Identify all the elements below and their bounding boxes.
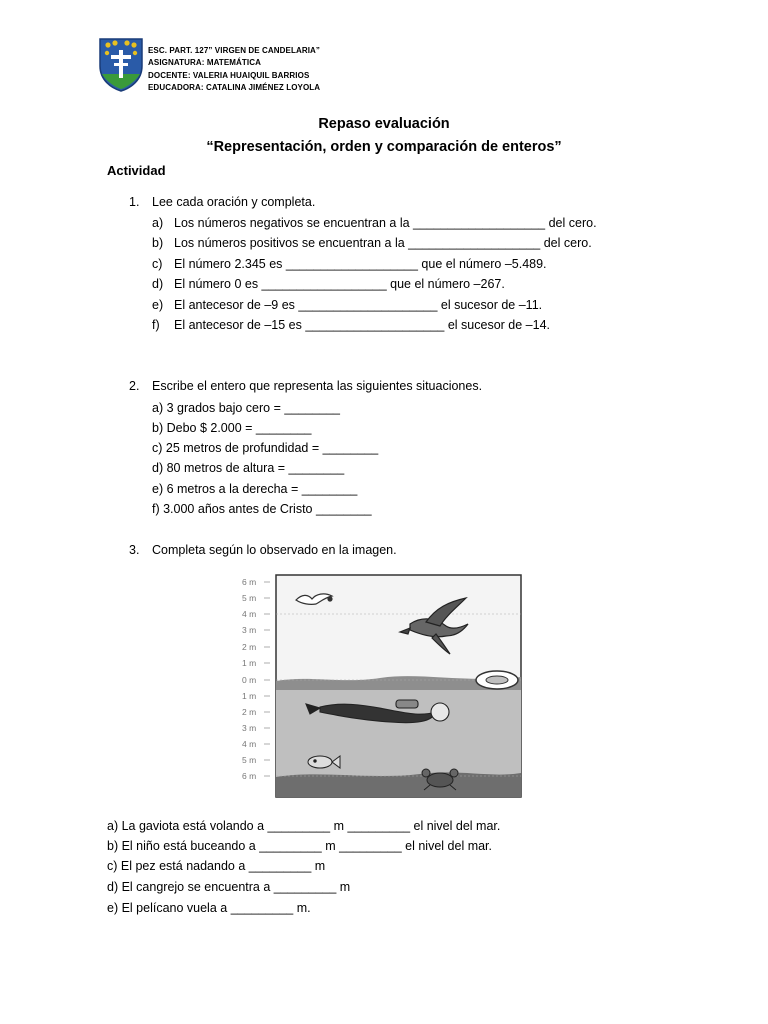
q1-number: 1. bbox=[129, 195, 140, 209]
q3-item-c: c) El pez está nadando a _________ m bbox=[107, 859, 326, 873]
scale-label: 2 m bbox=[242, 642, 257, 652]
q1-prompt: Lee cada oración y completa. bbox=[152, 195, 316, 209]
q2-item-a: a) 3 grados bajo cero = ________ bbox=[152, 401, 340, 415]
school-info bbox=[148, 45, 320, 95]
q2-number: 2. bbox=[129, 379, 140, 393]
scale-label: 6 m bbox=[242, 771, 257, 781]
q2-item-d: d) 80 metros de altura = ________ bbox=[152, 461, 345, 475]
q1-item-b: Los números positivos se encuentran a la ___________________ del cero. bbox=[174, 236, 592, 250]
scale-label: 4 m bbox=[242, 739, 257, 749]
scale-label: 6 m bbox=[242, 577, 257, 587]
page-subtitle: “Representación, orden y comparación de enteros” bbox=[206, 139, 562, 155]
scale-label: 4 m bbox=[242, 609, 257, 619]
scale-label: 3 m bbox=[242, 723, 257, 733]
activity-heading: Actividad bbox=[107, 163, 166, 178]
teacher-line: DOCENTE: VALERIA HUAIQUIL BARRIOS bbox=[148, 70, 310, 80]
q1-item-e: El antecesor de –9 es ____________________ el sucesor de –11. bbox=[174, 298, 543, 312]
school-crest-icon bbox=[97, 36, 145, 92]
scale-label: 1 m bbox=[242, 691, 257, 701]
scale-label: 2 m bbox=[242, 707, 257, 717]
q2-item-f: f) 3.000 años antes de Cristo ________ bbox=[152, 502, 372, 516]
q3-item-b: b) El niño está buceando a _________ m _________ el nivel del mar. bbox=[107, 839, 493, 853]
scale-label: 5 m bbox=[242, 755, 257, 765]
q1-item-label: b) bbox=[152, 236, 164, 250]
q1-item-label: a) bbox=[152, 216, 164, 230]
q3-number: 3. bbox=[129, 543, 140, 557]
q1-item-label: e) bbox=[152, 298, 164, 312]
subject-line: ASIGNATURA: MATEMÁTICA bbox=[148, 58, 262, 68]
q2-item-e: e) 6 metros a la derecha = ________ bbox=[152, 482, 358, 496]
q3-item-d: d) El cangrejo se encuentra a _________ m bbox=[107, 880, 351, 894]
scale-label: 3 m bbox=[242, 625, 257, 635]
life-ring-icon bbox=[476, 671, 518, 689]
q1-item-label: c) bbox=[152, 257, 163, 271]
q2-prompt: Escribe el entero que representa las siguientes situaciones. bbox=[152, 379, 483, 393]
q1-item-label: d) bbox=[152, 277, 164, 291]
scale-label: 0 m bbox=[242, 675, 257, 685]
q1-item-c: El número 2.345 es ___________________ que el número –5.489. bbox=[174, 257, 547, 271]
q1-item-d: El número 0 es __________________ que el número –267. bbox=[174, 277, 505, 291]
educator-line: EDUCADORA: CATALINA JIMÉNEZ LOYOLA bbox=[148, 83, 321, 93]
q2-item-c: c) 25 metros de profundidad = ________ bbox=[152, 441, 379, 455]
scale-label: 1 m bbox=[242, 658, 257, 668]
q3-prompt: Completa según lo observado en la imagen. bbox=[152, 543, 397, 557]
q1-item-a: Los números negativos se encuentran a la ___________________ del cero. bbox=[174, 216, 597, 230]
scale-label: 5 m bbox=[242, 593, 257, 603]
q3-item-e: e) El pelícano vuela a _________ m. bbox=[107, 901, 311, 915]
school-name: ESC. PART. 127” VIRGEN DE CANDELARIA” bbox=[148, 46, 321, 55]
page-title: Repaso evaluación bbox=[318, 116, 450, 132]
sea-level-picture bbox=[240, 572, 526, 800]
q3-item-a: a) La gaviota está volando a _________ m _________ el nivel del mar. bbox=[107, 819, 501, 833]
q1-item-f: El antecesor de –15 es ____________________ el sucesor de –14. bbox=[174, 318, 550, 332]
q2-item-b: b) Debo $ 2.000 = ________ bbox=[152, 421, 312, 435]
q1-item-label: f) bbox=[152, 318, 160, 332]
